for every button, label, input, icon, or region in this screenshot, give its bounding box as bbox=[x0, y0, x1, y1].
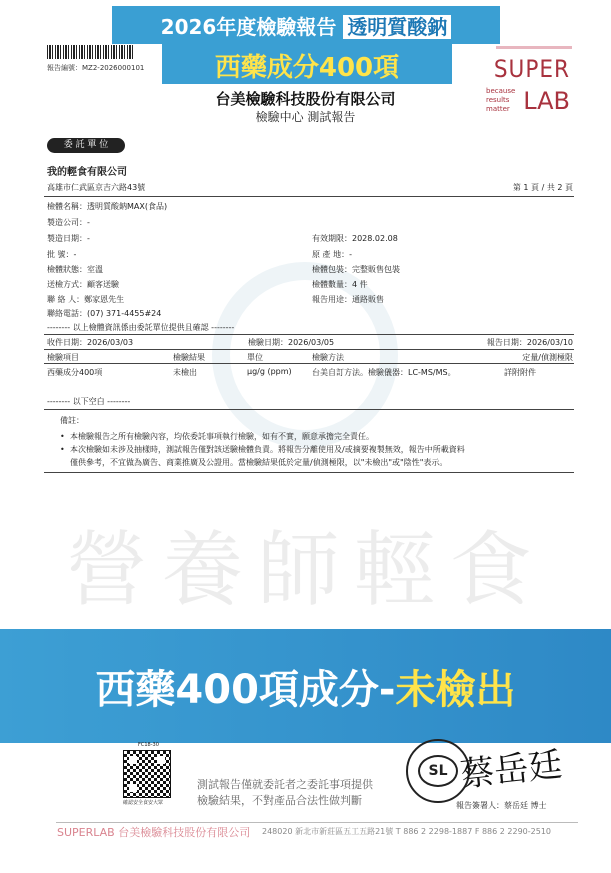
qr-caption-bottom: 確認安全食安大眾 bbox=[123, 800, 164, 806]
col-result: 檢驗結果 bbox=[173, 353, 205, 362]
top-banner bbox=[112, 6, 500, 84]
divider bbox=[44, 409, 574, 410]
disclaimer: 測試報告僅就委託者之委託事項提供 檢驗結果，不對產品合法性做判斷 bbox=[197, 778, 373, 807]
company-name: 台美檢驗科技股份有限公司 bbox=[215, 90, 396, 108]
result-banner-text: 西藥400項成分-未檢出 bbox=[95, 667, 516, 713]
logo-line2: LAB bbox=[523, 87, 570, 115]
row-item: 西藥成分400項 bbox=[47, 368, 103, 377]
divider bbox=[44, 196, 574, 197]
handwritten-signature: 蔡岳廷 bbox=[458, 744, 565, 796]
row-method: 台美自訂方法。檢驗儀器：LC-MS/MS。 bbox=[312, 368, 456, 377]
field-quantity: 檢體數量：4 件 bbox=[312, 280, 368, 289]
logo-tagline: because results matter bbox=[486, 87, 516, 113]
field-sample-state: 檢體狀態：室溫 bbox=[47, 265, 103, 274]
page-indicator: 第 1 頁 / 共 2 頁 bbox=[512, 183, 573, 192]
client-label: 委 託 單 位 bbox=[47, 138, 125, 153]
report-date: 報告日期：2026/03/10 bbox=[486, 338, 573, 347]
result-highlight: 未檢出 bbox=[395, 667, 516, 713]
field-origin: 原 產 地：- bbox=[312, 250, 352, 259]
notes-title: 備註： bbox=[60, 416, 84, 425]
footer-brand: SUPERLAB 台美檢驗科技股份有限公司 bbox=[57, 826, 251, 839]
divider bbox=[44, 363, 574, 364]
divider bbox=[44, 334, 574, 335]
col-unit: 單位 bbox=[247, 353, 263, 362]
client-name: 我的輕食有限公司 bbox=[47, 167, 127, 178]
signer-name: 報告簽署人：蔡岳廷 博士 bbox=[456, 801, 547, 810]
confirm-line: -------- 以上檢體資訊係由委託單位提供且確認 -------- bbox=[47, 323, 235, 332]
banner-highlight: 透明質酸鈉 bbox=[343, 15, 451, 39]
tested-date: 檢驗日期：2026/03/05 bbox=[248, 338, 335, 347]
note-2: • 本次檢驗如未涉及抽樣時，測試報告僅對該送驗檢體負責。將報告分離使用及/或摘要複製無效，報告中所載資料 bbox=[60, 445, 465, 454]
blank-line: -------- 以下空白 -------- bbox=[47, 397, 131, 406]
qr-code bbox=[123, 750, 171, 798]
footer-address: 248020 新北市新莊區五工五路21號 T 886 2 2298-1887 F 886 2 2290-2510 bbox=[262, 827, 552, 836]
field-purpose: 報告用途：通路販售 bbox=[312, 295, 384, 304]
report-subtitle: 檢驗中心 測試報告 bbox=[255, 110, 356, 124]
banner-year-title: 2026年度檢驗報告 bbox=[160, 15, 337, 39]
client-address: 高雄市仁武區京吉六路43號 bbox=[47, 183, 146, 192]
footer-divider bbox=[56, 822, 578, 823]
report-number: 報告編號：MZ2-2026000101 bbox=[47, 64, 145, 72]
field-delivery: 送檢方式：顧客送驗 bbox=[47, 280, 119, 289]
field-contact: 聯 絡 人：鄭家恩先生 bbox=[47, 295, 125, 304]
watermark-circle bbox=[212, 262, 398, 448]
field-manufacturer: 製造公司：- bbox=[47, 218, 90, 227]
received-date: 收件日期：2026/03/03 bbox=[47, 338, 134, 347]
field-mfg-date: 製造日期：- bbox=[47, 234, 90, 243]
banner-subtitle: 西藥成分400項 bbox=[214, 53, 400, 83]
note-1: • 本檢驗報告之所有檢驗內容，均依委託事項執行檢驗，如有不實，願意承擔完全責任。 bbox=[60, 432, 374, 441]
row-unit: μg/g (ppm) bbox=[247, 367, 292, 376]
field-expiry: 有效期限：2028.02.08 bbox=[312, 234, 398, 243]
col-limit: 定量/偵測極限 bbox=[522, 353, 573, 362]
field-packaging: 檢體包裝：完整販售包裝 bbox=[312, 265, 400, 274]
field-sample-name: 檢體名稱：透明質酸鈉MAX(食品) bbox=[47, 202, 168, 211]
divider bbox=[44, 349, 574, 350]
row-result: 未檢出 bbox=[173, 368, 197, 377]
watermark-text: 營養師輕食 bbox=[65, 523, 546, 618]
divider bbox=[44, 472, 574, 473]
col-method: 檢驗方法 bbox=[312, 353, 344, 362]
row-limit: 詳附附件 bbox=[504, 368, 536, 377]
note-2-cont: 僅供參考，不宜做為廣告、商業推廣及公證用。當檢驗結果低於定量/偵測極限，以"未檢出"或"陰性"表示。 bbox=[70, 458, 448, 467]
qr-caption-top: FC18-30 bbox=[138, 742, 159, 748]
col-item: 檢驗項目 bbox=[47, 353, 79, 362]
logo-line1: SUPER bbox=[493, 55, 570, 83]
field-phone: 聯絡電話：(07) 371-4455#24 bbox=[47, 309, 162, 318]
company-seal: SL bbox=[406, 739, 470, 803]
field-batch: 批 號：- bbox=[47, 250, 77, 259]
